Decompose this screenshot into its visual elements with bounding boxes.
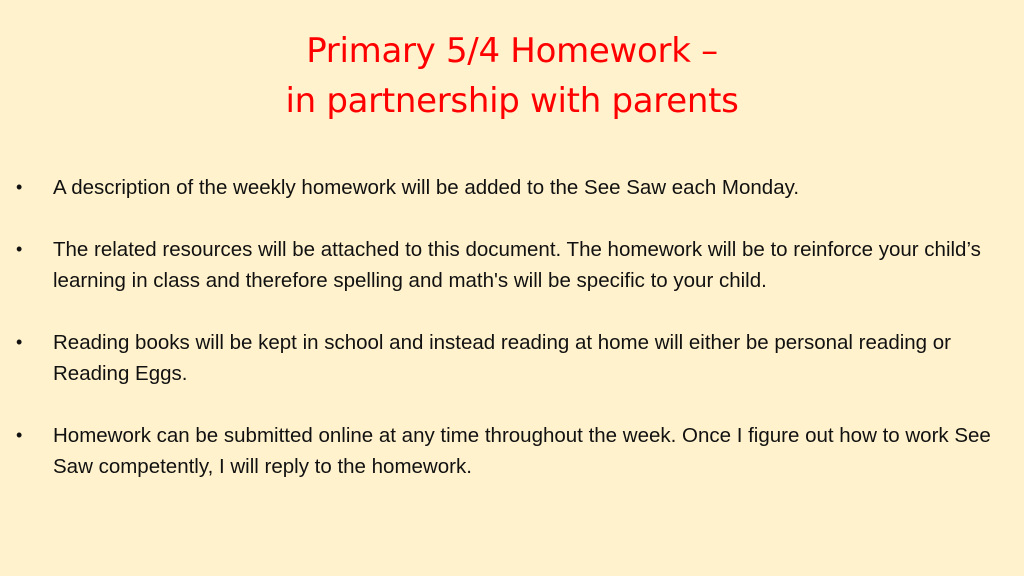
bullet-item-4: [16, 420, 1012, 482]
bullet-icon: •: [16, 177, 23, 197]
bullet-item-3: [16, 327, 1012, 389]
bullet-list: [16, 172, 1012, 513]
title-line-1: Primary 5/4 Homework –: [306, 31, 718, 71]
bullet-icon: •: [16, 332, 23, 352]
bullet-item-1: [16, 172, 1012, 203]
title-line-2: in partnership with parents: [285, 81, 739, 121]
bullet-text-4: Homework can be submitted online at any time throughout the week. Once I figure out how to work See Saw competently, I will reply to the homework.: [53, 424, 991, 478]
bullet-item-2: [16, 234, 1012, 296]
slide-title: [0, 26, 1024, 126]
bullet-icon: •: [16, 425, 23, 445]
bullet-text-3: Reading books will be kept in school and instead reading at home will either be personal reading or Reading Eggs.: [53, 331, 951, 385]
bullet-text-1: A description of the weekly homework will be added to the See Saw each Monday.: [53, 176, 800, 199]
bullet-text-2: The related resources will be attached to this document. The homework will be to reinforce your child’s learning in class and therefore spelling and math's will be specific to your child.: [53, 238, 981, 292]
bullet-icon: •: [16, 239, 23, 259]
